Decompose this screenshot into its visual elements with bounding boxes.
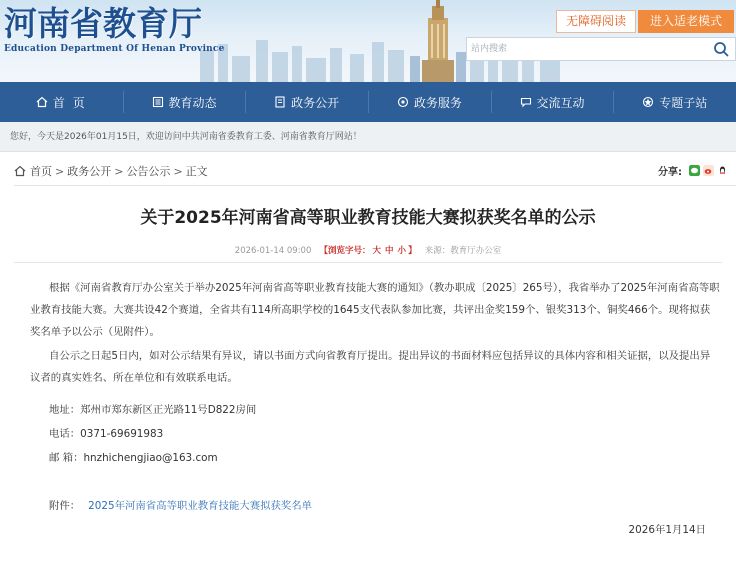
breadcrumb-notices[interactable]: 公告公示	[126, 165, 171, 178]
breadcrumb-separator: >	[173, 164, 183, 178]
attachment-row	[49, 497, 312, 512]
breadcrumb-home[interactable]: 首页	[30, 165, 52, 178]
contact-email: 邮 箱：hnzhichengjiao@163.com	[49, 452, 218, 464]
font-small-button[interactable]: 小	[397, 246, 407, 256]
share-bar	[658, 163, 728, 178]
nav-label: 政务服务	[413, 95, 462, 110]
search-icon[interactable]	[713, 41, 729, 57]
breadcrumb-current: 正文	[185, 165, 208, 178]
site-subtitle: Education Department Of Henan Province	[4, 44, 225, 54]
nav-label: 交流互动	[536, 95, 585, 110]
nav-item-gov-info[interactable]	[245, 82, 368, 122]
service-icon	[397, 96, 409, 108]
attachment-label: 附件：	[49, 500, 81, 512]
site-header	[0, 0, 736, 82]
font-size-label: 【浏览字号：	[319, 246, 371, 256]
search-box	[466, 37, 736, 61]
nav-label: 首 页	[52, 95, 87, 110]
article-source: 来源：教育厅办公室	[424, 246, 502, 256]
nav-item-news[interactable]	[123, 82, 246, 122]
font-size-selector	[320, 246, 417, 256]
welcome-message: 您好，今天是2026年01月15日，欢迎访问中共河南省委教育工委、河南省教育厅网站！	[0, 122, 736, 152]
nav-item-subsites[interactable]	[613, 82, 736, 122]
home-icon	[36, 96, 48, 108]
nav-label: 教育动态	[168, 95, 217, 110]
signature-date: 2026年1月14日	[628, 524, 706, 536]
paragraph-2: 自公示之日起5日内，如对公示结果有异议，请以书面方式向省教育厅提出。提出异议的书面材料应包括异议的具体内容和相关证据，以及提出异议者的真实姓名、所在单位和有效联系电话。	[30, 350, 711, 384]
nav-item-gov-service[interactable]	[368, 82, 491, 122]
article-meta	[0, 244, 736, 256]
wechat-icon[interactable]	[689, 165, 700, 176]
weibo-icon[interactable]	[703, 165, 714, 176]
font-size-label-end: 】	[408, 246, 417, 256]
breadcrumb-gov-info[interactable]: 政务公开	[67, 165, 112, 178]
contact-address: 地址：郑州市郑东新区正光路11号D822房间	[49, 404, 257, 416]
nav-item-home[interactable]	[0, 82, 123, 122]
attachment-link[interactable]: 2025年河南省高等职业教育技能大赛拟获奖名单	[88, 500, 313, 512]
divider	[14, 262, 722, 263]
breadcrumb	[14, 163, 208, 179]
news-icon	[152, 96, 164, 108]
document-icon	[274, 96, 286, 108]
font-medium-button[interactable]: 中	[385, 246, 394, 256]
nav-label: 政务公开	[291, 95, 340, 110]
main-nav	[0, 82, 736, 122]
share-label: 分享:	[658, 167, 682, 178]
nav-label: 专题子站	[659, 95, 708, 110]
subsite-icon	[642, 96, 654, 108]
elder-mode-button[interactable]: 进入适老模式	[638, 10, 734, 33]
chat-icon	[520, 96, 532, 108]
paragraph-1: 根据《河南省教育厅办公室关于举办2025年河南省高等职业教育技能大赛的通知》（教办职成〔2025〕265号），我省举办了2025年河南省高等职业教育技能大赛。大赛共设42个赛道，全省共有114所高职学校的1645支代表队参加比赛，共评出金奖159个、银奖313个、铜奖466个。现将拟获奖名单予以公示（见附件）。	[30, 282, 720, 338]
qq-icon[interactable]	[717, 165, 728, 176]
breadcrumb-bar	[14, 158, 736, 186]
breadcrumb-separator: >	[55, 164, 65, 178]
publish-date: 2026-01-14 09:00	[234, 246, 312, 256]
search-input[interactable]	[471, 40, 701, 58]
contact-phone: 电话：0371-69691983	[49, 428, 164, 440]
article-title: 关于2025年河南省高等职业教育技能大赛拟获奖名单的公示	[140, 208, 596, 228]
accessible-reading-button[interactable]: 无障碍阅读	[556, 10, 636, 33]
home-icon	[14, 165, 26, 177]
breadcrumb-separator: >	[114, 164, 124, 178]
nav-item-interaction[interactable]	[491, 82, 614, 122]
site-title: 河南省教育厅	[4, 4, 202, 43]
font-large-button[interactable]: 大	[372, 246, 382, 256]
